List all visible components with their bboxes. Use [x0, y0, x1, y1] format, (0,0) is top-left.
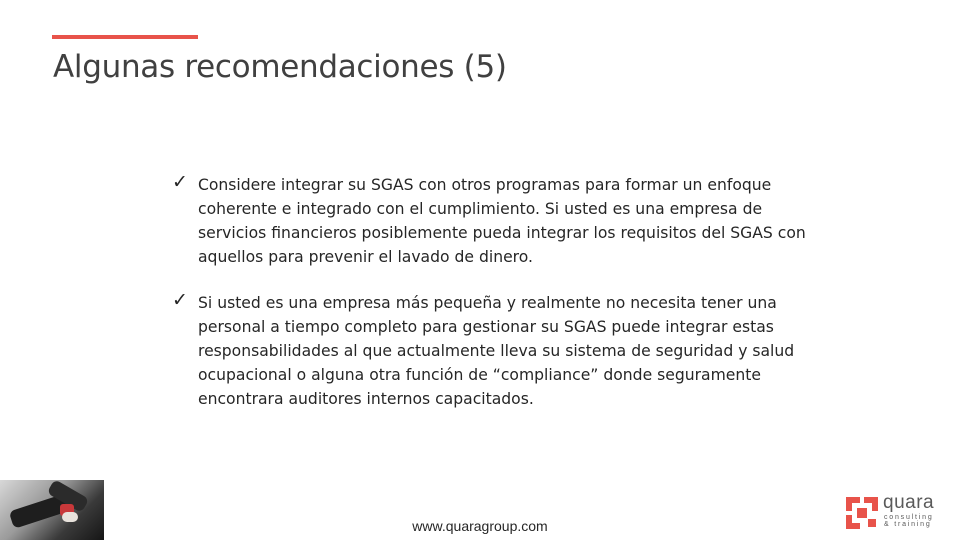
logo-name: quara: [883, 492, 935, 513]
bullet-item: [172, 173, 812, 269]
checkmark-icon: ✓: [172, 289, 188, 311]
logo-tagline-2: & training: [884, 521, 932, 528]
title-accent-line: [52, 35, 198, 39]
bullet-list: [172, 173, 812, 433]
checkmark-icon: ✓: [172, 171, 188, 193]
logo-tagline-1: consulting: [884, 514, 934, 521]
quara-logo-icon: [846, 497, 878, 529]
bullet-text: Considere integrar su SGAS con otros programas para formar un enfoque coherente e integrado con el cumplimiento. Si usted es una empresa de servicios financieros posiblemente pueda integrar los requisitos del SGAS con aquellos para prevenir el lavado de dinero.: [198, 176, 806, 266]
handshake-money-photo: [0, 480, 104, 540]
slide-title: Algunas recomendaciones (5): [53, 49, 507, 85]
bullet-item: [172, 291, 812, 411]
quara-logo: [846, 492, 946, 531]
footer-url: www.quaragroup.com: [412, 518, 548, 534]
bullet-text: Si usted es una empresa más pequeña y realmente no necesita tener una personal a tiempo completo para gestionar su SGAS puede integrar estas responsabilidades al que actualmente lleva su sistema de seguridad y salud ocupacional o alguna otra función de “compliance” donde seguramente encontrara auditores internos capacitados.: [198, 294, 795, 408]
